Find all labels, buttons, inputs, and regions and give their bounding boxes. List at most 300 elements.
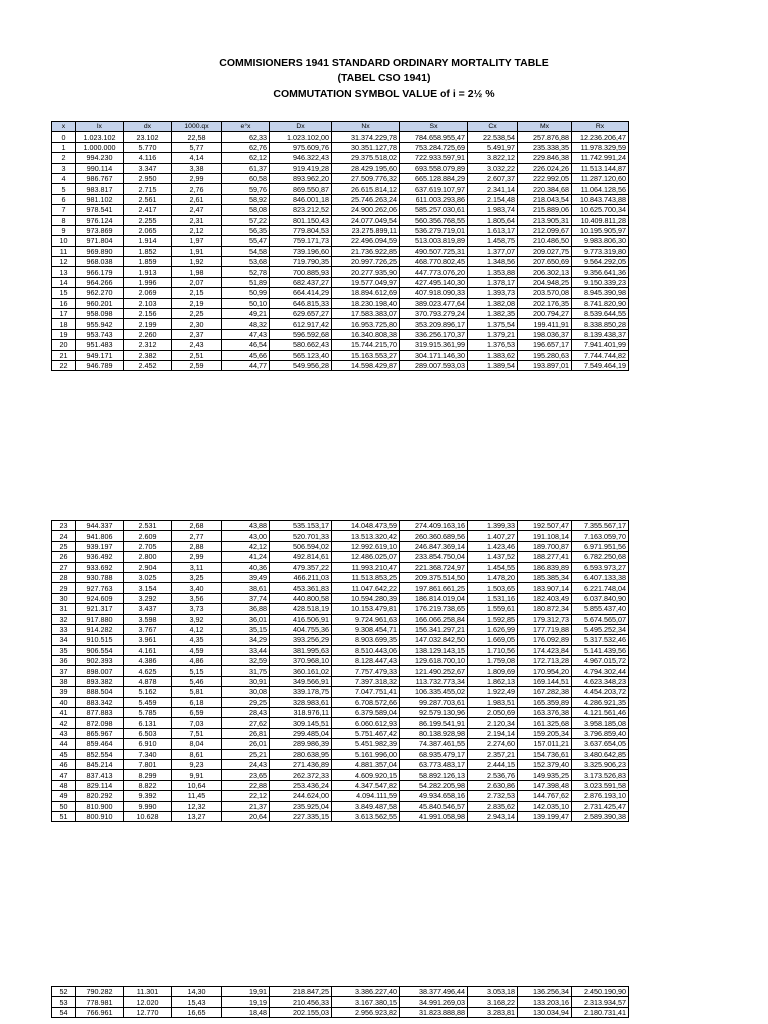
cell-ex: 35,15 — [222, 624, 270, 634]
cell-Rx: 10.195.905,97 — [572, 225, 629, 235]
cell-ex: 44,77 — [222, 360, 270, 370]
cell-Mx: 192.507,47 — [518, 521, 572, 531]
cell-x: 18 — [52, 319, 76, 329]
mortality-table-block-3 — [51, 986, 629, 1018]
cell-Cx: 1.559,61 — [468, 604, 518, 614]
cell-Mx: 235.338,35 — [518, 142, 572, 152]
cell-Nx: 9.308.454,71 — [332, 624, 400, 634]
cell-Mx: 202.176,35 — [518, 298, 572, 308]
cell-Rx: 11.513.144,87 — [572, 163, 629, 173]
cell-Rx: 6.971.951,56 — [572, 541, 629, 551]
cell-Cx: 5.491,97 — [468, 142, 518, 152]
cell-dx: 3.961 — [124, 635, 172, 645]
cell-x: 32 — [52, 614, 76, 624]
cell-Rx: 6.221.748,04 — [572, 583, 629, 593]
cell-Cx: 1.382,08 — [468, 298, 518, 308]
cell-dx: 8.299 — [124, 770, 172, 780]
cell-Nx: 11.513.853,25 — [332, 572, 400, 582]
cell-lx: 859.464 — [76, 739, 124, 749]
cell-Mx: 133.203,16 — [518, 997, 572, 1007]
cell-Nx: 16.953.725,80 — [332, 319, 400, 329]
cell-Nx: 9.724.961,63 — [332, 614, 400, 624]
cell-lx: 906.554 — [76, 645, 124, 655]
cell-x: 40 — [52, 697, 76, 707]
cell-Sx: 233.854.750,04 — [400, 552, 468, 562]
cell-Dx: 779.804,53 — [270, 225, 332, 235]
cell-Nx: 7.047.751,41 — [332, 687, 400, 697]
table-row — [52, 350, 629, 360]
cell-Cx: 1.377,07 — [468, 246, 518, 256]
cell-Dx: 612.917,42 — [270, 319, 332, 329]
table-row — [52, 236, 629, 246]
cell-Sx: 197.861.661,25 — [400, 583, 468, 593]
cell-dx: 4.386 — [124, 656, 172, 666]
cell-qx: 3,56 — [172, 593, 222, 603]
cell-Nx: 17.583.383,07 — [332, 309, 400, 319]
cell-qx: 7,51 — [172, 728, 222, 738]
cell-qx: 11,45 — [172, 791, 222, 801]
table-title: COMMISIONERS 1941 STANDARD ORDINARY MORTALITY TABLE — [219, 57, 549, 69]
cell-Sx: 156.341.297,21 — [400, 624, 468, 634]
cell-x: 13 — [52, 267, 76, 277]
cell-dx: 11.301 — [124, 987, 172, 997]
cell-Mx: 199.411,91 — [518, 319, 572, 329]
cell-Cx: 2.835,62 — [468, 801, 518, 811]
cell-ex: 19,19 — [222, 997, 270, 1007]
table-row — [52, 184, 629, 194]
cell-Dx: 416.506,91 — [270, 614, 332, 624]
cell-Dx: 946.322,43 — [270, 153, 332, 163]
cell-ex: 34,29 — [222, 635, 270, 645]
cell-ex: 26,81 — [222, 728, 270, 738]
cell-Cx: 2.050,69 — [468, 708, 518, 718]
cell-lx: 872.098 — [76, 718, 124, 728]
cell-Nx: 21.736.922,85 — [332, 246, 400, 256]
cell-ex: 18,48 — [222, 1007, 270, 1017]
cell-x: 54 — [52, 1007, 76, 1017]
cell-lx: 865.967 — [76, 728, 124, 738]
table-row — [52, 728, 629, 738]
cell-Sx: 353.209.896,17 — [400, 319, 468, 329]
cell-qx: 3,11 — [172, 562, 222, 572]
table-row — [52, 604, 629, 614]
cell-Cx: 1.389,54 — [468, 360, 518, 370]
cell-Dx: 664.414,29 — [270, 288, 332, 298]
cell-ex: 52,78 — [222, 267, 270, 277]
table-row — [52, 749, 629, 759]
cell-qx: 14,30 — [172, 987, 222, 997]
cell-Cx: 1.378,17 — [468, 277, 518, 287]
cell-ex: 43,00 — [222, 531, 270, 541]
cell-dx: 4.878 — [124, 676, 172, 686]
cell-x: 24 — [52, 531, 76, 541]
cell-Rx: 5.317.532,46 — [572, 635, 629, 645]
cell-dx: 2.800 — [124, 552, 172, 562]
cell-Dx: 919.419,28 — [270, 163, 332, 173]
cell-Mx: 147.398,48 — [518, 780, 572, 790]
cell-lx: 829.114 — [76, 780, 124, 790]
table-row — [52, 583, 629, 593]
cell-Dx: 646.815,33 — [270, 298, 332, 308]
column-header-dx: dx — [124, 122, 172, 132]
cell-Cx: 2.194,14 — [468, 728, 518, 738]
table-row — [52, 360, 629, 370]
cell-Sx: 370.793.279,24 — [400, 309, 468, 319]
cell-Cx: 1.669,05 — [468, 635, 518, 645]
cell-Mx: 196.657,17 — [518, 340, 572, 350]
cell-ex: 39,49 — [222, 572, 270, 582]
cell-Nx: 3.849.487,58 — [332, 801, 400, 811]
cell-dx: 3.598 — [124, 614, 172, 624]
cell-Nx: 14.048.473,59 — [332, 521, 400, 531]
cell-Sx: 86.199.541,91 — [400, 718, 468, 728]
cell-Mx: 154.736,61 — [518, 749, 572, 759]
cell-qx: 2,99 — [172, 552, 222, 562]
cell-Mx: 144.767,62 — [518, 791, 572, 801]
cell-dx: 2.156 — [124, 309, 172, 319]
cell-Dx: 339.178,75 — [270, 687, 332, 697]
cell-ex: 57,22 — [222, 215, 270, 225]
cell-ex: 29,25 — [222, 697, 270, 707]
cell-dx: 2.255 — [124, 215, 172, 225]
cell-ex: 24,43 — [222, 759, 270, 769]
cell-Dx: 479.357,22 — [270, 562, 332, 572]
column-header-Cx: Cx — [468, 122, 518, 132]
cell-qx: 5,77 — [172, 142, 222, 152]
table-row — [52, 676, 629, 686]
cell-x: 47 — [52, 770, 76, 780]
cell-Nx: 26.615.814,12 — [332, 184, 400, 194]
cell-Cx: 2.341,14 — [468, 184, 518, 194]
cell-lx: 1.023.102 — [76, 132, 124, 142]
cell-x: 28 — [52, 572, 76, 582]
cell-Rx: 5.141.439,56 — [572, 645, 629, 655]
cell-ex: 22,12 — [222, 791, 270, 801]
cell-Cx: 1.922,49 — [468, 687, 518, 697]
cell-Mx: 142.035,10 — [518, 801, 572, 811]
cell-Nx: 15.163.553,27 — [332, 350, 400, 360]
cell-Sx: 513.003.819,89 — [400, 236, 468, 246]
cell-dx: 7.340 — [124, 749, 172, 759]
column-header-qx: 1000.qx — [172, 122, 222, 132]
cell-x: 38 — [52, 676, 76, 686]
cell-ex: 49,21 — [222, 309, 270, 319]
cell-Nx: 23.275.899,11 — [332, 225, 400, 235]
cell-Dx: 492.814,61 — [270, 552, 332, 562]
cell-dx: 5.785 — [124, 708, 172, 718]
table-row — [52, 225, 629, 235]
cell-Mx: 149.935,25 — [518, 770, 572, 780]
cell-lx: 930.788 — [76, 572, 124, 582]
table-row — [52, 319, 629, 329]
cell-Dx: 393.256,29 — [270, 635, 332, 645]
table-row — [52, 739, 629, 749]
cell-Nx: 11.047.642,22 — [332, 583, 400, 593]
cell-Sx: 38.377.496,44 — [400, 987, 468, 997]
cell-Sx: 468.770.802,45 — [400, 257, 468, 267]
cell-Cx: 2.943,14 — [468, 811, 518, 821]
cell-lx: 845.214 — [76, 759, 124, 769]
cell-Dx: 535.153,17 — [270, 521, 332, 531]
cell-Mx: 229.846,38 — [518, 153, 572, 163]
cell-Mx: 189.700,87 — [518, 541, 572, 551]
cell-Sx: 722.933.597,91 — [400, 153, 468, 163]
cell-Rx: 7.744.744,82 — [572, 350, 629, 360]
cell-ex: 30,08 — [222, 687, 270, 697]
cell-Cx: 2.607,37 — [468, 173, 518, 183]
table-row — [52, 298, 629, 308]
cell-Cx: 3.032,22 — [468, 163, 518, 173]
cell-lx: 893.382 — [76, 676, 124, 686]
cell-lx: 810.900 — [76, 801, 124, 811]
cell-x: 8 — [52, 215, 76, 225]
cell-Sx: 209.375.514,50 — [400, 572, 468, 582]
column-header-Sx: Sx — [400, 122, 468, 132]
cell-Dx: 453.361,83 — [270, 583, 332, 593]
cell-Mx: 198.036,37 — [518, 329, 572, 339]
cell-qx: 2,15 — [172, 288, 222, 298]
cell-Sx: 106.335.455,02 — [400, 687, 468, 697]
cell-Nx: 7.757.479,33 — [332, 666, 400, 676]
cell-Sx: 611.003.293,86 — [400, 194, 468, 204]
cell-lx: 883.342 — [76, 697, 124, 707]
cell-x: 26 — [52, 552, 76, 562]
cell-lx: 969.890 — [76, 246, 124, 256]
cell-lx: 800.910 — [76, 811, 124, 821]
cell-lx: 933.692 — [76, 562, 124, 572]
table-row — [52, 541, 629, 551]
table-row — [52, 277, 629, 287]
cell-Cx: 2.120,34 — [468, 718, 518, 728]
cell-x: 5 — [52, 184, 76, 194]
cell-dx: 5.162 — [124, 687, 172, 697]
cell-qx: 2,59 — [172, 360, 222, 370]
cell-Mx: 170.954,20 — [518, 666, 572, 676]
cell-ex: 40,36 — [222, 562, 270, 572]
cell-Rx: 2.180.731,41 — [572, 1007, 629, 1017]
cell-Nx: 22.496.094,59 — [332, 236, 400, 246]
cell-Dx: 349.566,91 — [270, 676, 332, 686]
cell-Mx: 188.277,41 — [518, 552, 572, 562]
table-row — [52, 194, 629, 204]
cell-Dx: 580.662,43 — [270, 340, 332, 350]
cell-dx: 1.859 — [124, 257, 172, 267]
cell-Mx: 195.280,63 — [518, 350, 572, 360]
cell-Rx: 3.023.591,58 — [572, 780, 629, 790]
cell-Sx: 34.991.269,03 — [400, 997, 468, 1007]
cell-Nx: 6.708.572,66 — [332, 697, 400, 707]
cell-Nx: 24.900.262,06 — [332, 205, 400, 215]
cell-qx: 22,58 — [172, 132, 222, 142]
cell-Dx: 244.624,00 — [270, 791, 332, 801]
cell-Nx: 28.429.195,60 — [332, 163, 400, 173]
cell-Rx: 2.313.934,57 — [572, 997, 629, 1007]
cell-Nx: 6.060.612,93 — [332, 718, 400, 728]
cell-qx: 3,38 — [172, 163, 222, 173]
cell-Nx: 29.375.518,02 — [332, 153, 400, 163]
cell-Dx: 370.968,10 — [270, 656, 332, 666]
cell-dx: 12.020 — [124, 997, 172, 1007]
cell-Nx: 20.277.935,90 — [332, 267, 400, 277]
cell-Dx: 739.196,60 — [270, 246, 332, 256]
cell-Mx: 220.384,68 — [518, 184, 572, 194]
cell-Dx: 262.372,33 — [270, 770, 332, 780]
cell-Sx: 447.773.076,20 — [400, 267, 468, 277]
cell-Nx: 11.993.210,47 — [332, 562, 400, 572]
cell-ex: 50,10 — [222, 298, 270, 308]
table-subtitle: (TABEL CSO 1941) — [337, 72, 431, 84]
cell-lx: 936.492 — [76, 552, 124, 562]
cell-x: 23 — [52, 521, 76, 531]
cell-qx: 2,76 — [172, 184, 222, 194]
table-row — [52, 246, 629, 256]
cell-Cx: 1.478,20 — [468, 572, 518, 582]
cell-dx: 8.822 — [124, 780, 172, 790]
cell-lx: 778.981 — [76, 997, 124, 1007]
cell-Rx: 3.796.859,40 — [572, 728, 629, 738]
cell-Dx: 549.956,28 — [270, 360, 332, 370]
cell-Rx: 4.286.921,35 — [572, 697, 629, 707]
cell-Cx: 3.822,12 — [468, 153, 518, 163]
cell-lx: 964.266 — [76, 277, 124, 287]
cell-Sx: 113.732.773,34 — [400, 676, 468, 686]
cell-Cx: 1.375,54 — [468, 319, 518, 329]
cell-qx: 5,81 — [172, 687, 222, 697]
cell-Dx: 227.335,15 — [270, 811, 332, 821]
cell-Nx: 14.598.429,87 — [332, 360, 400, 370]
cell-Cx: 1.383,62 — [468, 350, 518, 360]
cell-qx: 4,35 — [172, 635, 222, 645]
cell-ex: 20,64 — [222, 811, 270, 821]
cell-ex: 60,58 — [222, 173, 270, 183]
cell-Nx: 25.746.263,24 — [332, 194, 400, 204]
cell-Rx: 3.958.185,08 — [572, 718, 629, 728]
cell-qx: 2,12 — [172, 225, 222, 235]
cell-x: 35 — [52, 645, 76, 655]
cell-x: 30 — [52, 593, 76, 603]
cell-Sx: 319.915.361,99 — [400, 340, 468, 350]
cell-Dx: 893.962,20 — [270, 173, 332, 183]
cell-Nx: 18.894.612,69 — [332, 288, 400, 298]
cell-ex: 62,76 — [222, 142, 270, 152]
cell-lx: 971.804 — [76, 236, 124, 246]
cell-dx: 2.452 — [124, 360, 172, 370]
cell-Mx: 204.948,25 — [518, 277, 572, 287]
table-row — [52, 593, 629, 603]
cell-lx: 978.541 — [76, 205, 124, 215]
cell-Nx: 6.379.589,04 — [332, 708, 400, 718]
cell-Nx: 5.751.467,42 — [332, 728, 400, 738]
cell-ex: 55,47 — [222, 236, 270, 246]
cell-ex: 31,75 — [222, 666, 270, 676]
cell-Cx: 1.983,51 — [468, 697, 518, 707]
cell-dx: 9.392 — [124, 791, 172, 801]
cell-lx: 994.230 — [76, 153, 124, 163]
cell-ex: 22,88 — [222, 780, 270, 790]
cell-Cx: 3.053,18 — [468, 987, 518, 997]
cell-lx: 927.763 — [76, 583, 124, 593]
cell-dx: 1.914 — [124, 236, 172, 246]
cell-Rx: 9.564.292,05 — [572, 257, 629, 267]
table-row — [52, 801, 629, 811]
cell-Sx: 54.282.205,98 — [400, 780, 468, 790]
cell-lx: 949.171 — [76, 350, 124, 360]
cell-qx: 2,47 — [172, 205, 222, 215]
cell-Dx: 565.123,40 — [270, 350, 332, 360]
table-row — [52, 309, 629, 319]
cell-dx: 2.705 — [124, 541, 172, 551]
cell-qx: 9,91 — [172, 770, 222, 780]
cell-Nx: 8.903.699,35 — [332, 635, 400, 645]
cell-lx: 981.102 — [76, 194, 124, 204]
table-row — [52, 656, 629, 666]
cell-Sx: 289.007.593,03 — [400, 360, 468, 370]
cell-dx: 2.103 — [124, 298, 172, 308]
cell-Cx: 1.379,21 — [468, 329, 518, 339]
table-row — [52, 770, 629, 780]
cell-Mx: 210.486,50 — [518, 236, 572, 246]
cell-Cx: 2.536,76 — [468, 770, 518, 780]
cell-lx: 914.282 — [76, 624, 124, 634]
cell-qx: 1,97 — [172, 236, 222, 246]
cell-Sx: 304.171.146,30 — [400, 350, 468, 360]
cell-lx: 944.337 — [76, 521, 124, 531]
cell-x: 11 — [52, 246, 76, 256]
cell-Cx: 2.357,21 — [468, 749, 518, 759]
cell-Sx: 68.935.479,17 — [400, 749, 468, 759]
cell-lx: 837.413 — [76, 770, 124, 780]
cell-lx: 917.880 — [76, 614, 124, 624]
cell-qx: 2,77 — [172, 531, 222, 541]
cell-dx: 2.561 — [124, 194, 172, 204]
cell-qx: 6,59 — [172, 708, 222, 718]
cell-Nx: 12.992.619,10 — [332, 541, 400, 551]
cell-Dx: 253.436,24 — [270, 780, 332, 790]
table-row — [52, 811, 629, 821]
cell-Nx: 16.340.808,38 — [332, 329, 400, 339]
cell-qx: 3,92 — [172, 614, 222, 624]
cell-dx: 2.199 — [124, 319, 172, 329]
cell-Cx: 3.168,22 — [468, 997, 518, 1007]
table-row — [52, 645, 629, 655]
cell-Sx: 45.840.546,57 — [400, 801, 468, 811]
cell-Cx: 1.376,53 — [468, 340, 518, 350]
cell-ex: 59,76 — [222, 184, 270, 194]
cell-ex: 50,99 — [222, 288, 270, 298]
cell-ex: 30,91 — [222, 676, 270, 686]
cell-Cx: 1.809,69 — [468, 666, 518, 676]
cell-ex: 62,33 — [222, 132, 270, 142]
cell-Sx: 427.495.140,30 — [400, 277, 468, 287]
cell-qx: 2,31 — [172, 215, 222, 225]
cell-qx: 12,32 — [172, 801, 222, 811]
cell-Rx: 10.843.743,88 — [572, 194, 629, 204]
table-row — [52, 572, 629, 582]
cell-Nx: 27.509.776,32 — [332, 173, 400, 183]
cell-x: 6 — [52, 194, 76, 204]
cell-Sx: 31.823.888,88 — [400, 1007, 468, 1017]
cell-Nx: 4.094.111,59 — [332, 791, 400, 801]
cell-Cx: 1.626,99 — [468, 624, 518, 634]
table-row — [52, 759, 629, 769]
cell-qx: 2,43 — [172, 340, 222, 350]
cell-x: 15 — [52, 288, 76, 298]
cell-Rx: 9.356.641,36 — [572, 267, 629, 277]
cell-x: 2 — [52, 153, 76, 163]
cell-Mx: 157.011,21 — [518, 739, 572, 749]
cell-x: 42 — [52, 718, 76, 728]
cell-lx: 898.007 — [76, 666, 124, 676]
